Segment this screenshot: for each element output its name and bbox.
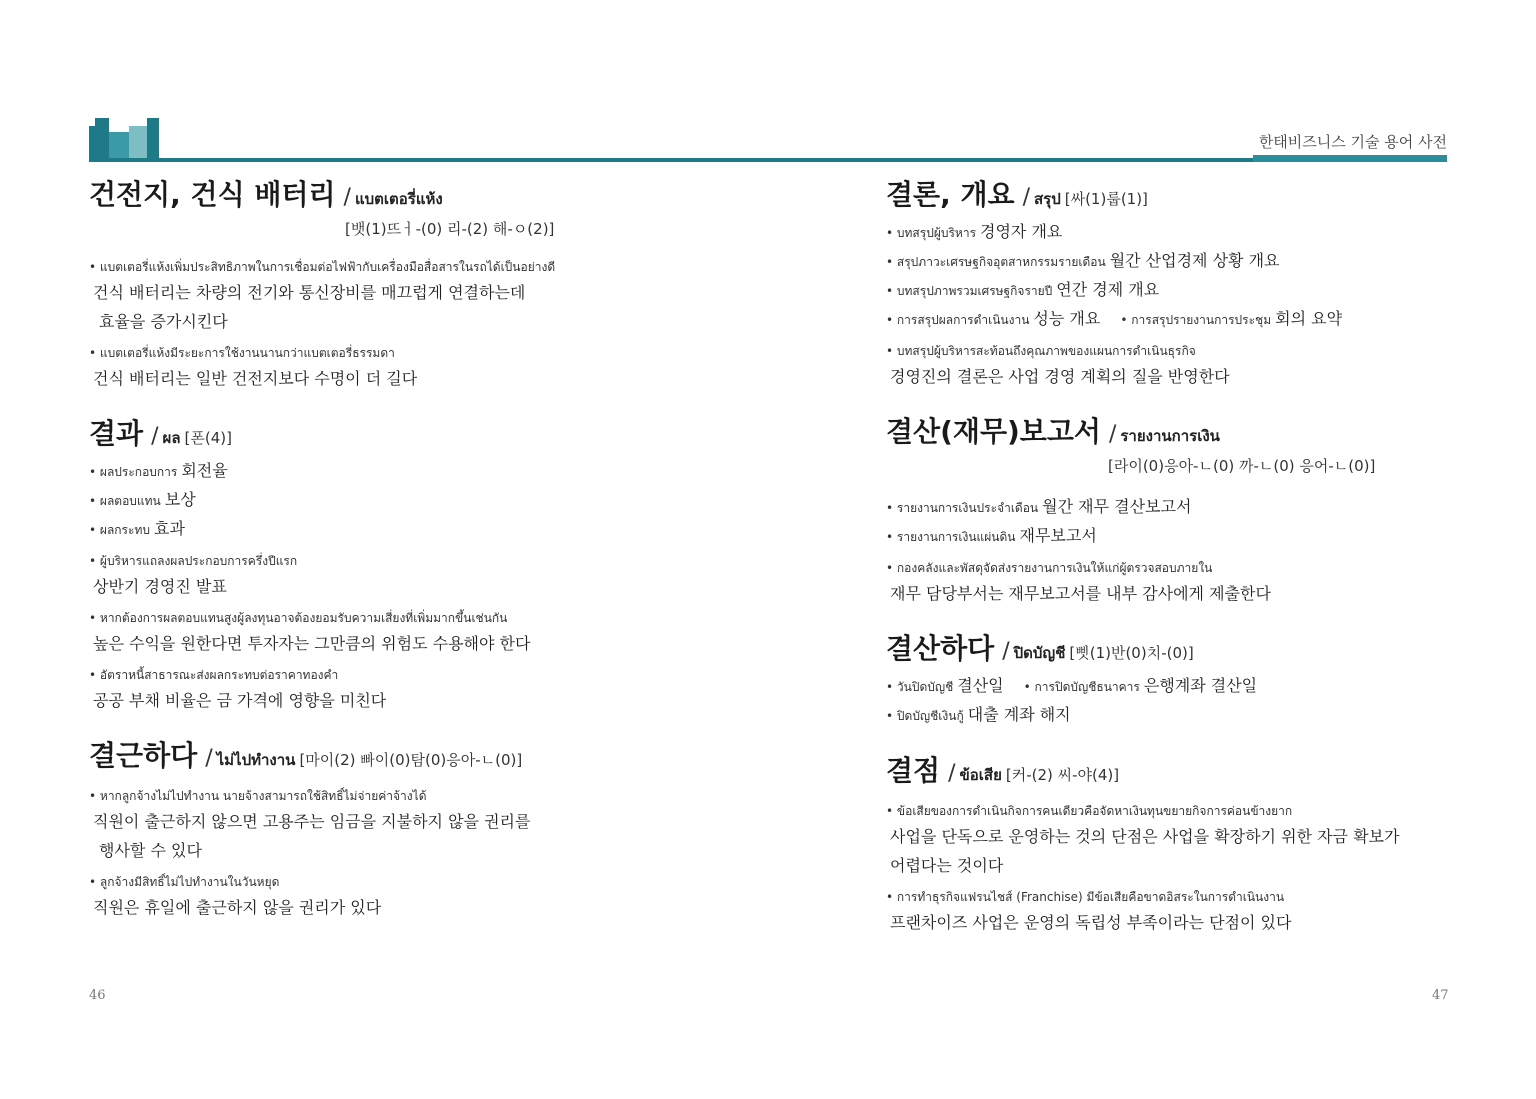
- slash-separator: /: [151, 424, 159, 449]
- thai-translation: ข้อเสีย: [959, 766, 1002, 784]
- entry-heading: [886, 630, 1456, 672]
- example-korean: 상반기 경영진 발표: [93, 577, 227, 596]
- korean-phrase: 효과: [153, 519, 185, 538]
- thai-phrase: รายงานการเงินแผ่นดิน: [896, 530, 1016, 544]
- slash-separator: /: [205, 746, 213, 771]
- korean-phrase: 월간 산업경제 상황 개요: [1109, 251, 1280, 270]
- example-thai: • ข้อเสียของการดำเนินกิจการคนเดียวคือจัดหาเงินทุนขยายกิจการค่อนข้างยาก: [886, 804, 1293, 818]
- usage-bullet: • บทสรุปภาพรวมเศรษฐกิจรายปี 연간 경제 개요: [886, 280, 1160, 299]
- example-thai: • กองคลังและพัสดุจัดส่งรายงานการเงินให้แก่ผู้ตรวจสอบภายใน: [886, 561, 1213, 575]
- dictionary-entry: [886, 413, 1456, 608]
- entry-heading: [886, 413, 1456, 455]
- entry-heading: [89, 415, 649, 457]
- thai-phrase: การปิดบัญชีธนาคาร: [1034, 680, 1140, 694]
- entry-heading: [886, 752, 1456, 794]
- thai-phrase: บทสรุปผู้บริหาร: [896, 226, 977, 240]
- thai-sentence: กองคลังและพัสดุจัดส่งรายงานการเงินให้แก่ผู้ตรวจสอบภายใน: [896, 561, 1213, 575]
- slash-separator: /: [343, 185, 351, 210]
- slash-separator: /: [1108, 422, 1117, 447]
- pronunciation: [커-(2) 씨-야(4)]: [1005, 766, 1120, 784]
- entry-term: 결근하다: [89, 739, 198, 772]
- slash-separator: /: [948, 761, 956, 786]
- example-thai: • บทสรุปผู้บริหารสะท้อนถึงคุณภาพของแผนการดำเนินธุรกิจ: [886, 344, 1196, 358]
- thai-sentence: แบตเตอรี่แห้งมีระยะการใช้งานนานกว่าแบตเตอรี่ธรรมดา: [99, 346, 395, 360]
- example-thai: • หากลูกจ้างไม่ไปทำงาน นายจ้างสามารถใช้สิทธิ์ไม่จ่ายค่าจ้างได้: [89, 789, 427, 803]
- dictionary-entry: [886, 630, 1456, 730]
- page-number-right: 47: [1432, 988, 1449, 1003]
- korean-phrase: 연간 경제 개요: [1056, 280, 1160, 299]
- usage-bullet: • วันปิดบัญชี 결산일 • การปิดบัญชีธนาคาร 은행계좌 결산일: [886, 676, 1258, 695]
- example-korean: 건식 배터리는 일반 건전지보다 수명이 더 길다: [93, 369, 418, 388]
- example-korean: 직원은 휴일에 출근하지 않을 권리가 있다: [93, 898, 382, 917]
- thai-sentence: อัตราหนี้สาธารณะส่งผลกระทบต่อราคาทองคำ: [99, 668, 339, 682]
- thai-translation: สรุป: [1034, 190, 1061, 208]
- entry-term: 결산하다: [886, 632, 995, 665]
- header-logo-graphic: [89, 118, 159, 162]
- thai-phrase: ผลกระทบ: [99, 523, 150, 537]
- pronunciation: [폰(4)]: [184, 429, 232, 447]
- thai-phrase: รายงานการเงินประจำเดือน: [896, 501, 1039, 515]
- pronunciation: [삣(1)반(0)치-(0)]: [1069, 644, 1194, 662]
- korean-phrase: 결산일: [957, 676, 1004, 695]
- example-thai: • ผู้บริหารแถลงผลประกอบการครึ่งปีแรก: [89, 554, 298, 568]
- example-thai: • การทำธุรกิจแฟรนไชส์ (Franchise) มีข้อเสียคือขาดอิสระในการดำเนินงาน: [886, 890, 1285, 904]
- korean-phrase: 회의 요약: [1275, 309, 1343, 328]
- dictionary-entry: [89, 415, 649, 715]
- thai-translation: ปิดบัญชี: [1013, 644, 1066, 662]
- thai-phrase: ผลตอบแทน: [99, 494, 161, 508]
- entry-term: 결론, 개요: [886, 178, 1015, 211]
- thai-translation: ผล: [162, 429, 181, 447]
- thai-sentence: ลูกจ้างมีสิทธิ์ไม่ไปทำงานในวันหยุด: [99, 875, 280, 889]
- entry-term: 결산(재무)보고서: [886, 415, 1101, 448]
- korean-phrase: 대출 계좌 해지: [967, 705, 1071, 724]
- example-korean: 행사할 수 있다: [99, 841, 202, 860]
- korean-phrase: 회전율: [181, 461, 228, 480]
- dictionary-entry: [886, 176, 1456, 391]
- example-korean: 높은 수익을 원한다면 투자자는 그만큼의 위험도 수용해야 한다: [93, 634, 531, 653]
- example-korean: 어렵다는 것이다: [890, 856, 1004, 875]
- entry-heading: [89, 737, 649, 779]
- example-korean: 공공 부채 비율은 금 가격에 영향을 미친다: [93, 691, 387, 710]
- thai-phrase: บทสรุปภาพรวมเศรษฐกิจรายปี: [896, 284, 1053, 298]
- thai-translation: แบตเตอรี่แห้ง: [354, 190, 443, 208]
- korean-phrase: 성능 개요: [1033, 309, 1101, 328]
- thai-phrase: การสรุปผลการดำเนินงาน: [896, 313, 1030, 327]
- usage-bullet: • ผลตอบแทน 보상: [89, 490, 196, 509]
- example-korean: 경영진의 결론은 사업 경영 계획의 질을 반영한다: [890, 367, 1230, 386]
- example-thai: • แบตเตอรี่แห้งมีระยะการใช้งานนานกว่าแบตเตอรี่ธรรมดา: [89, 346, 395, 360]
- example-korean: 직원이 출근하지 않으면 고용주는 임금을 지불하지 않을 권리를: [93, 812, 531, 831]
- usage-bullet: • การสรุปผลการดำเนินงาน 성능 개요 • การสรุปรายงานการประชุม 회의 요약: [886, 309, 1343, 328]
- usage-bullet: • บทสรุปผู้บริหาร 경영자 개요: [886, 222, 1063, 241]
- thai-phrase: การสรุปรายงานการประชุม: [1131, 313, 1272, 327]
- thai-translation: ไม่ไปทำงาน: [216, 751, 296, 769]
- example-korean: 프랜차이즈 사업은 운영의 독립성 부족이라는 단점이 있다: [890, 913, 1292, 932]
- thai-translation: รายงานการเงิน: [1120, 427, 1220, 445]
- thai-phrase: สรุปภาวะเศรษฐกิจอุตสาหกรรมรายเดือน: [896, 255, 1106, 269]
- header-rule: [89, 158, 1447, 162]
- example-thai: • อัตราหนี้สาธารณะส่งผลกระทบต่อราคาทองคำ: [89, 668, 339, 682]
- thai-phrase: ปิดบัญชีเงินกู้: [896, 709, 964, 723]
- pronunciation: [라이(0)응아-ㄴ(0) 까-ㄴ(0) 응어-ㄴ(0)]: [1108, 457, 1376, 475]
- example-thai: • หากต้องการผลตอบแทนสูงผู้ลงทุนอาจต้องยอมรับความเสี่ยงที่เพิ่มมากขึ้นเช่นกัน: [89, 611, 508, 625]
- dictionary-entry: [886, 752, 1456, 937]
- usage-bullet: • ผลกระทบ 효과: [89, 519, 185, 538]
- dictionary-entry: [89, 176, 649, 393]
- example-thai: • ลูกจ้างมีสิทธิ์ไม่ไปทำงานในวันหยุด: [89, 875, 280, 889]
- korean-phrase: 경영자 개요: [980, 222, 1063, 241]
- usage-bullet: • ปิดบัญชีเงินกู้ 대출 계좌 해지: [886, 705, 1071, 724]
- example-korean: 효율을 증가시킨다: [99, 312, 228, 331]
- thai-phrase: ผลประกอบการ: [99, 465, 178, 479]
- slash-separator: /: [1022, 185, 1030, 210]
- pronunciation: [싸(1)룹(1)]: [1064, 190, 1148, 208]
- pronunciation: [마이(2) 빠이(0)탐(0)응아-ㄴ(0)]: [299, 751, 523, 769]
- thai-sentence: บทสรุปผู้บริหารสะท้อนถึงคุณภาพของแผนการดำเนินธุรกิจ: [896, 344, 1196, 358]
- entry-term: 건전지, 건식 배터리: [89, 178, 336, 211]
- example-korean: 건식 배터리는 차량의 전기와 통신장비를 매끄럽게 연결하는데: [93, 283, 526, 302]
- korean-phrase: 보상: [164, 490, 196, 509]
- book-title-underline: [1253, 155, 1447, 162]
- entry-heading: [886, 176, 1456, 218]
- left-column: [89, 176, 649, 944]
- right-column: [886, 176, 1456, 959]
- book-title: 한태비즈니스 기술 용어 사전: [1258, 133, 1447, 151]
- pronunciation: [뱃(1)뜨ㅓ-(0) 리-(2) 해-ㅇ(2)]: [345, 220, 555, 238]
- example-korean: 재무 담당부서는 재무보고서를 내부 감사에게 제출한다: [890, 584, 1271, 603]
- korean-phrase: 은행계좌 결산일: [1143, 676, 1258, 695]
- entry-term: 결과: [89, 417, 144, 450]
- example-korean: 사업을 단독으로 운영하는 것의 단점은 사업을 확장하기 위한 자금 확보가: [890, 827, 1400, 846]
- entry-term: 결점: [886, 754, 941, 787]
- usage-bullet: • สรุปภาวะเศรษฐกิจอุตสาหกรรมรายเดือน 월간 산업경제 상황 개요: [886, 251, 1280, 270]
- page-number-left: 46: [89, 988, 106, 1003]
- thai-sentence: หากลูกจ้างไม่ไปทำงาน นายจ้างสามารถใช้สิทธิ์ไม่จ่ายค่าจ้างได้: [99, 789, 427, 803]
- korean-phrase: 월간 재무 결산보고서: [1042, 497, 1192, 516]
- thai-sentence: หากต้องการผลตอบแทนสูงผู้ลงทุนอาจต้องยอมรับความเสี่ยงที่เพิ่มมากขึ้นเช่นกัน: [99, 611, 508, 625]
- slash-separator: /: [1002, 639, 1010, 664]
- thai-sentence: แบตเตอรี่แห้งเพิ่มประสิทธิภาพในการเชื่อมต่อไฟฟ้ากับเครื่องมือสื่อสารในรถได้เป็นอย่างดี: [99, 260, 556, 274]
- example-thai: • แบตเตอรี่แห้งเพิ่มประสิทธิภาพในการเชื่อมต่อไฟฟ้ากับเครื่องมือสื่อสารในรถได้เป็นอย่างดี: [89, 260, 556, 274]
- thai-sentence: การทำธุรกิจแฟรนไชส์ (Franchise) มีข้อเสียคือขาดอิสระในการดำเนินงาน: [896, 890, 1285, 904]
- usage-bullet: • รายงานการเงินประจำเดือน 월간 재무 결산보고서: [886, 497, 1192, 516]
- entry-heading: [89, 176, 649, 218]
- thai-phrase: วันปิดบัญชี: [896, 680, 954, 694]
- thai-sentence: ผู้บริหารแถลงผลประกอบการครึ่งปีแรก: [99, 554, 298, 568]
- usage-bullet: • รายงานการเงินแผ่นดิน 재무보고서: [886, 526, 1097, 545]
- usage-bullet: • ผลประกอบการ 회전율: [89, 461, 228, 480]
- korean-phrase: 재무보고서: [1019, 526, 1097, 545]
- dictionary-entry: [89, 737, 649, 922]
- thai-sentence: ข้อเสียของการดำเนินกิจการคนเดียวคือจัดหาเงินทุนขยายกิจการค่อนข้างยาก: [896, 804, 1293, 818]
